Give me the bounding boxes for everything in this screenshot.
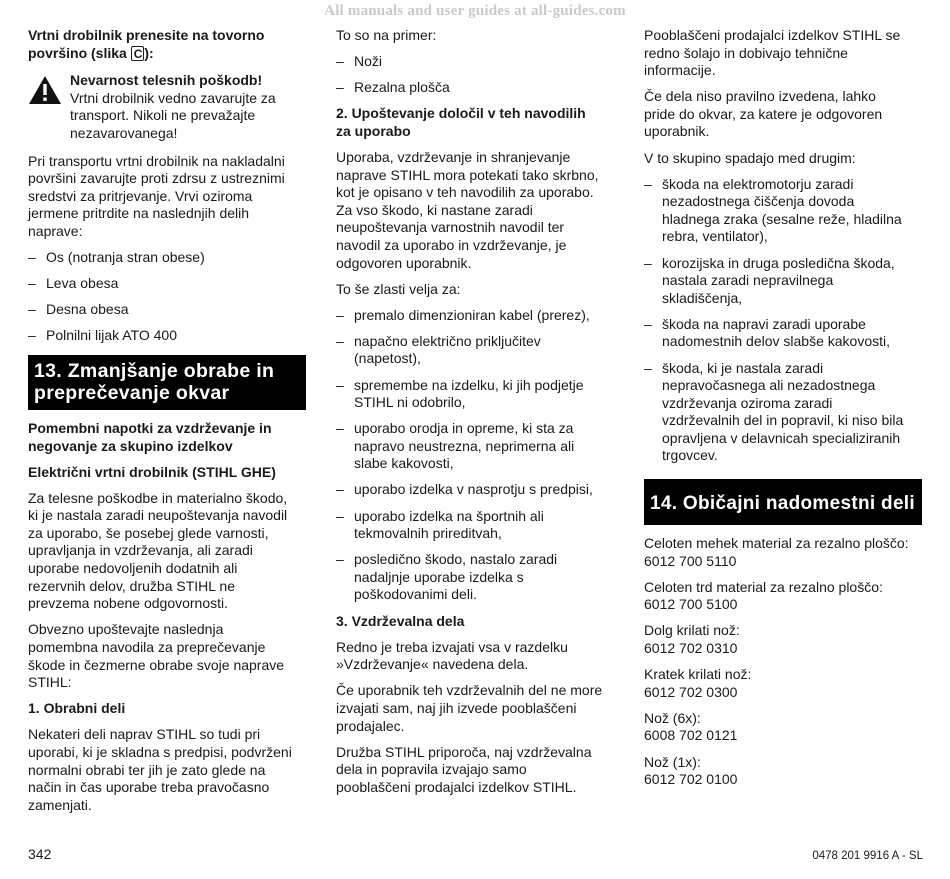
list-item-line: – premalo dimenzioniran kabel (prerez), — [354, 306, 590, 323]
dealers-text-line: informacije. — [644, 62, 716, 79]
list-item-line: – uporabo izdelka v nasprotju s predpisi, — [354, 481, 593, 498]
spare-part — [644, 754, 922, 789]
important-heading — [28, 420, 306, 455]
transport-text-line: jermene pritrdite na naslednjih delih — [28, 205, 250, 222]
electric-heading: Električni vrtni drobilnik (STIHL GHE) — [28, 463, 276, 480]
warning-text-line: Vrtni drobilnik vedno zavarujte za — [70, 89, 276, 106]
spare-part-name: Celoten mehek material za rezalno ploščo: — [644, 535, 909, 552]
damage-text-line: Če dela niso pravilno izvedena, lahko — [644, 88, 876, 105]
list-item-line: – napačno električno priključitev — [354, 332, 541, 349]
list-item — [336, 508, 614, 543]
wear-heading: 1. Obrabni deli — [28, 700, 126, 717]
section-13-title-line: 13. Zmanjšanje obrabe in — [34, 359, 275, 382]
transport-heading-line1: Vrtni drobilnik prenesite na tovorno — [28, 27, 265, 43]
rules-text-line: kot je opisano v teh navodilih za uporabo. — [336, 184, 594, 201]
rules-text-line: naprave STIHL mora potekati tako skrbno, — [336, 166, 599, 183]
list-item — [336, 420, 614, 473]
transport-heading-tail: ): — [144, 44, 154, 61]
wear-text-line: način in čas uporabe treba pravočasno — [28, 779, 270, 796]
list-item-line: hladnega zraka (sesalne reže, hladilna — [662, 210, 902, 227]
maintenance-heading: 3. Vzdrževalna dela — [336, 612, 465, 629]
list-item-text: – Noži — [354, 53, 383, 70]
spare-part-name: Kratek krilati nož: — [644, 666, 752, 683]
list-item — [644, 255, 922, 308]
maintenance-text-line: Družba STIHL priporoča, naj vzdrževalna — [336, 743, 592, 760]
liability-text-line: ki je nastala zaradi neupoštevanja navodil — [28, 507, 288, 524]
list-item-line: trgovcev. — [662, 447, 718, 464]
transport-text-line: Pri transportu vrtni drobilnik na nakladalni — [28, 152, 285, 169]
transport-text-line: površini zavarujte proti zdrsu z ustreznimi — [28, 170, 285, 187]
list-item-line: napravo neustrezna, neprimerna ali — [354, 437, 575, 454]
figure-c-label: C — [131, 46, 145, 61]
dealers-text-line: Pooblaščeni prodajalci izdelkov STIHL se — [644, 27, 901, 43]
list-item-text: – Os (notranja stran obese) — [46, 249, 205, 266]
transport-points-list — [28, 249, 306, 345]
obligation-text-line: Obvezno upoštevajte naslednja — [28, 621, 224, 638]
section-13-title — [28, 355, 306, 410]
rules-text-line: navodil za uporabo in vzdrževanje, je — [336, 236, 567, 253]
section-14-title — [644, 479, 922, 525]
warning-text-line: transport. Nikoli ne prevažajte — [70, 107, 256, 124]
damage-text-line: uporabnik. — [644, 123, 710, 140]
obligation-text-line: STIHL: — [28, 674, 72, 691]
list-item — [336, 377, 614, 412]
list-item-line: (napetost), — [354, 350, 421, 367]
liability-text-line: upravljanja in vzdrževanja, ali zaradi — [28, 542, 253, 559]
maintenance-text-1 — [336, 639, 614, 674]
liability-text-line: rezervnih delov, družba STIHL ne — [28, 577, 235, 594]
rules-text-line: Za vso škodo, ki nastane zaradi — [336, 201, 533, 218]
list-item-line: nadomestnih delov slabše kakovosti, — [662, 333, 891, 350]
list-item-line: vzdrževanja oziroma zaradi — [662, 394, 833, 411]
list-item-line: nastala zaradi nepravilnega — [662, 272, 834, 289]
examples-list — [336, 53, 614, 97]
list-item-line: – uporabo izdelka na športnih ali — [354, 507, 544, 524]
list-item — [336, 53, 614, 71]
section-14-title-text: 14. Običajni nadomestni deli — [650, 493, 915, 515]
list-item-text: – Leva obesa — [46, 275, 119, 292]
spare-part-number: 6012 702 0310 — [644, 640, 738, 657]
damages-list — [644, 176, 922, 465]
rules-text-line: neupoštevanja varnostnih navodil ter — [336, 219, 565, 236]
list-item-line: – spremembe na izdelku, ki jih podjetje — [354, 376, 584, 393]
liability-text-line: prevzema nobene odgovornosti. — [28, 595, 229, 612]
list-item-line: STIHL ni odobrilo, — [354, 394, 466, 411]
list-item — [644, 176, 922, 246]
list-item-line: nezadostnega čiščenja dovoda — [662, 193, 855, 210]
transport-heading — [28, 27, 306, 62]
wear-text-line: zamenjati. — [28, 796, 92, 813]
damage-text-line: pride do okvar, za katere je odgovoren — [644, 105, 883, 122]
spare-part-number: 6012 700 5100 — [644, 596, 738, 613]
rules-text — [336, 149, 614, 272]
column-left — [28, 27, 306, 823]
list-item — [644, 316, 922, 351]
spare-part — [644, 535, 922, 570]
list-item-line: nepravočasnega ali nezadostnega — [662, 377, 876, 394]
wear-text-line: normalni obrabi ter jih je zato glede na — [28, 761, 266, 778]
list-item-line: slabe kakovosti, — [354, 455, 454, 472]
parts-list — [644, 535, 922, 789]
list-item — [28, 275, 306, 293]
document-code: 0478 201 9916 A - SL — [812, 850, 923, 862]
list-item-line: opravljena v delavnicah specializiranih — [662, 429, 901, 446]
warning-triangle-icon — [28, 75, 62, 105]
maintenance-text-line: izvajati sam, naj jih izvede pooblaščeni — [336, 699, 577, 716]
list-item-line: – škoda na elektromotorju zaradi — [662, 175, 854, 192]
rules-text-line: odgovoren uporabnik. — [336, 254, 472, 271]
watermark: All manuals and user guides at all-guides.com — [324, 3, 626, 19]
rules-heading-line: 2. Upoštevanje določil v teh navodilih — [336, 105, 586, 122]
maintenance-text-line: Redno je treba izvajati vsa v razdelku — [336, 638, 568, 655]
liability-text — [28, 490, 306, 613]
maintenance-text-line: pooblaščeni prodajalci izdelkov STIHL. — [336, 778, 577, 795]
obligation-text-line: pomembna navodila za preprečevanje — [28, 638, 266, 655]
wear-text-line: uporabi, ki je skladna s predpisi, podvrženi — [28, 743, 292, 760]
list-item-line: poškodovanimi deli. — [354, 586, 477, 603]
list-item — [336, 333, 614, 368]
list-item — [336, 307, 614, 325]
spare-part — [644, 579, 922, 614]
rules-heading — [336, 105, 614, 140]
obligation-text-line: škode in čezmerne obrabe svoje naprave — [28, 656, 285, 673]
wear-text-line: Nekateri deli naprav STIHL so tudi pri — [28, 726, 261, 743]
liability-text-line: uporabe nedovoljenih dodatnih ali — [28, 560, 238, 577]
list-item — [336, 481, 614, 499]
column-right — [644, 27, 922, 797]
list-item-text: – Polnilni lijak ATO 400 — [46, 327, 177, 344]
section-13-title-line: preprečevanje okvar — [34, 381, 230, 404]
list-item — [28, 301, 306, 319]
list-item — [336, 79, 614, 97]
maintenance-text-line: Če uporabnik teh vzdrževalnih del ne more — [336, 682, 603, 699]
maintenance-text-line: prodajalec. — [336, 717, 405, 734]
list-item-line: – škoda, ki je nastala zaradi — [662, 359, 824, 376]
important-heading-line: negovanje za skupino izdelkov — [28, 437, 233, 454]
list-item-line: rebra, ventilator), — [662, 228, 768, 245]
spare-part — [644, 666, 922, 701]
list-item-line: vzdrževalnih del in popravil, ki niso bila — [662, 412, 904, 429]
cases-list — [336, 307, 614, 604]
spare-part-name: Dolg krilati nož: — [644, 622, 740, 639]
damage-text — [644, 88, 922, 141]
important-heading-line: Pomembni napotki za vzdrževanje in — [28, 419, 272, 436]
maintenance-text-line: »Vzdrževanje« navedena dela. — [336, 656, 529, 673]
spare-part-name: Nož (1x): — [644, 753, 701, 770]
warning-text — [70, 90, 306, 143]
list-item — [336, 551, 614, 604]
list-item-line: – korozijska in druga posledična škoda, — [662, 254, 895, 271]
list-item-line: – škoda na napravi zaradi uporabe — [662, 315, 866, 332]
list-item — [644, 360, 922, 466]
list-item — [28, 327, 306, 345]
spare-part-number: 6012 702 0300 — [644, 683, 738, 700]
list-item-text: – Desna obesa — [46, 301, 129, 318]
transport-heading-line2: površino (slika — [28, 44, 131, 61]
transport-text-line: naprave: — [28, 222, 83, 239]
rules-heading-line: za uporabo — [336, 122, 411, 139]
spare-part-number: 6008 702 0121 — [644, 727, 738, 744]
spare-part-name: Celoten trd material za rezalno ploščo: — [644, 578, 883, 595]
dealers-text — [644, 27, 922, 80]
spare-part-number: 6012 700 5110 — [644, 552, 737, 569]
transport-text-line: sredstvi za pritrjevanje. Vrvi oziroma — [28, 187, 253, 204]
warning-title: Nevarnost telesnih poškodb! — [70, 72, 263, 89]
list-item — [28, 249, 306, 267]
dealers-text-line: redno šolajo in dobivajo tehnične — [644, 44, 848, 61]
wear-text — [28, 726, 306, 814]
list-item-text: – Rezalna plošča — [354, 79, 450, 96]
rules-text-line: Uporaba, vzdrževanje in shranjevanje — [336, 148, 571, 165]
list-item-line: – uporabo orodja in opreme, ki sta za — [354, 420, 574, 437]
liability-text-line: za uporabo, še posebej glede varnosti, — [28, 524, 269, 541]
transport-text — [28, 153, 306, 241]
spare-part — [644, 710, 922, 745]
warning-text-line: nezavarovanega! — [70, 124, 178, 141]
list-item-line: tekmovalnih prireditvah, — [354, 525, 502, 542]
maintenance-text-2 — [336, 682, 614, 735]
list-item-line: skladiščenja, — [662, 289, 743, 306]
spare-part-number: 6012 702 0100 — [644, 771, 738, 788]
applies-intro: To še zlasti velja za: — [336, 280, 461, 297]
spare-part-name: Nož (6x): — [644, 709, 701, 726]
warning-block — [28, 72, 306, 142]
obligation-text — [28, 621, 306, 691]
list-item-line: nadaljnje uporabe izdelka s — [354, 568, 524, 585]
list-item-line: – posledično škodo, nastalo zaradi — [354, 551, 558, 568]
maintenance-text-line: dela in popravila izvajajo samo — [336, 761, 527, 778]
spare-part — [644, 622, 922, 657]
page-number: 342 — [28, 846, 52, 862]
liability-text-line: Za telesne poškodbe in materialno škodo, — [28, 489, 288, 506]
column-middle — [336, 27, 614, 805]
group-intro: V to skupino spadajo med drugim: — [644, 149, 856, 166]
examples-intro: To so na primer: — [336, 27, 437, 43]
maintenance-text-3 — [336, 744, 614, 797]
